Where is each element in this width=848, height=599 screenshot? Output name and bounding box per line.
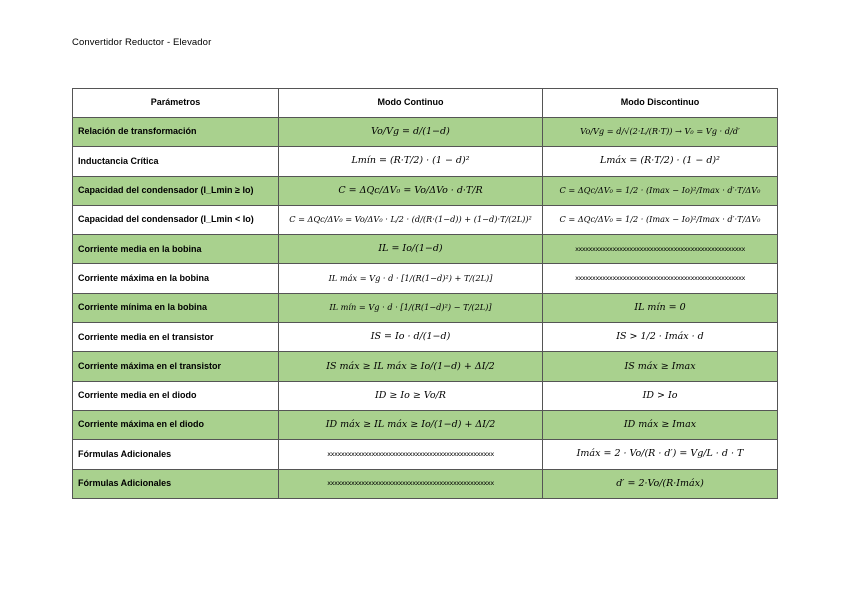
row-discontinuous-formula: C = ΔQc/ΔV₀ = 1/2 · (Imax − Io)²/Imax · d′·T/ΔV₀: [543, 176, 778, 205]
row-parameter: Inductancia Crítica: [73, 147, 279, 176]
table-row: [73, 410, 778, 439]
row-parameter: Corriente máxima en el transistor: [73, 352, 279, 381]
table-row: [73, 323, 778, 352]
row-discontinuous-placeholder: xxxxxxxxxxxxxxxxxxxxxxxxxxxxxxxxxxxxxxxxxxxxxxxxxx: [543, 235, 778, 264]
row-discontinuous-formula: ID > Io: [543, 381, 778, 410]
row-continuous-formula: Lmín = (R·T/2) · (1 − d)²: [279, 147, 543, 176]
row-parameter: Corriente media en el transistor: [73, 323, 279, 352]
header-discontinuous-mode: Modo Discontinuo: [543, 89, 778, 118]
row-continuous-formula: C = ΔQc/ΔV₀ = Vo/ΔV₀ · L/2 · (d/(R·(1−d)) + (1−d)·T/(2L))²: [279, 205, 543, 234]
document-title: Convertidor Reductor - Elevador: [72, 37, 212, 48]
row-parameter: Corriente media en la bobina: [73, 235, 279, 264]
row-discontinuous-formula: d′ = 2·Vo/(R·Imáx): [543, 469, 778, 498]
row-continuous-formula: IL mín = Vg · d · [1/(R(1−d)²) − T/(2L)]: [279, 293, 543, 322]
table-row: [73, 118, 778, 147]
row-discontinuous-formula: IS > 1/2 · Imáx · d: [543, 323, 778, 352]
row-continuous-formula: C = ΔQc/ΔV₀ = Vo/ΔVo · d·T/R: [279, 176, 543, 205]
formula-table: [72, 88, 778, 499]
row-continuous-placeholder: xxxxxxxxxxxxxxxxxxxxxxxxxxxxxxxxxxxxxxxxxxxxxxxxx: [279, 440, 543, 469]
row-parameter: Corriente máxima en el diodo: [73, 410, 279, 439]
row-discontinuous-formula: Imáx = 2 · Vo/(R · d′) = Vg/L · d · T: [543, 440, 778, 469]
row-parameter: Capacidad del condensador (I_Lmin ≥ Io): [73, 176, 279, 205]
table-row: [73, 264, 778, 293]
row-continuous-placeholder: xxxxxxxxxxxxxxxxxxxxxxxxxxxxxxxxxxxxxxxxxxxxxxxxx: [279, 469, 543, 498]
table-row: [73, 440, 778, 469]
header-parameters: Parámetros: [73, 89, 279, 118]
table-row: [73, 235, 778, 264]
row-continuous-formula: IL = Io/(1−d): [279, 235, 543, 264]
table-row: [73, 469, 778, 498]
table-row: [73, 176, 778, 205]
row-continuous-formula: ID ≥ Io ≥ Vo/R: [279, 381, 543, 410]
row-parameter: Relación de transformación: [73, 118, 279, 147]
table-row: [73, 381, 778, 410]
row-continuous-formula: IS = Io · d/(1−d): [279, 323, 543, 352]
row-continuous-formula: IS máx ≥ IL máx ≥ Io/(1−d) + ΔI/2: [279, 352, 543, 381]
row-continuous-formula: ID máx ≥ IL máx ≥ Io/(1−d) + ΔI/2: [279, 410, 543, 439]
row-parameter: Corriente máxima en la bobina: [73, 264, 279, 293]
row-discontinuous-formula: IS máx ≥ Imax: [543, 352, 778, 381]
table-row: [73, 205, 778, 234]
row-continuous-formula: Vo/Vg = d/(1−d): [279, 118, 543, 147]
table-row: [73, 293, 778, 322]
table-header-row: [73, 89, 778, 118]
row-parameter: Fórmulas Adicionales: [73, 469, 279, 498]
header-continuous-mode: Modo Continuo: [279, 89, 543, 118]
row-parameter: Corriente media en el diodo: [73, 381, 279, 410]
row-parameter: Corriente mínima en la bobina: [73, 293, 279, 322]
row-discontinuous-formula: IL mín = 0: [543, 293, 778, 322]
row-discontinuous-formula: C = ΔQc/ΔV₀ = 1/2 · (Imax − Io)²/Imax · d′·T/ΔV₀: [543, 205, 778, 234]
table-row: [73, 147, 778, 176]
row-parameter: Capacidad del condensador (I_Lmin < Io): [73, 205, 279, 234]
row-continuous-formula: IL máx = Vg · d · [1/(R(1−d)²) + T/(2L)]: [279, 264, 543, 293]
row-parameter: Fórmulas Adicionales: [73, 440, 279, 469]
row-discontinuous-formula: ID máx ≥ Imax: [543, 410, 778, 439]
row-discontinuous-placeholder: xxxxxxxxxxxxxxxxxxxxxxxxxxxxxxxxxxxxxxxxxxxxxxxxxx: [543, 264, 778, 293]
row-discontinuous-formula: Vo/Vg = d/√(2·L/(R·T)) → V₀ = Vg · d/d′: [543, 118, 778, 147]
row-discontinuous-formula: Lmáx = (R·T/2) · (1 − d)²: [543, 147, 778, 176]
table-row: [73, 352, 778, 381]
